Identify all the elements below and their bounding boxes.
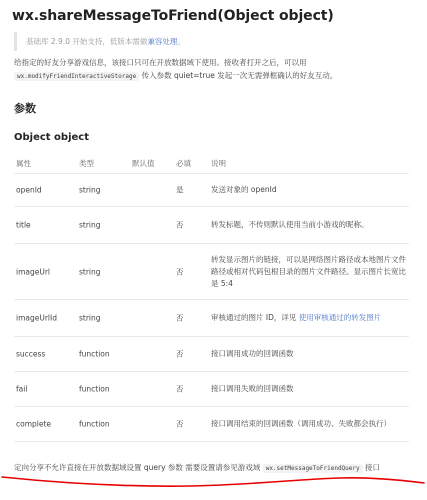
- page-title: wx.shareMessageToFriend(Object object): [12, 8, 334, 24]
- object-heading: Object object: [14, 132, 90, 143]
- row-type: string: [79, 220, 101, 230]
- table-row: [14, 337, 409, 372]
- row-desc: 接口调用成功的回调函数: [211, 349, 294, 358]
- row-type: function: [79, 384, 110, 394]
- desc-code: wx.modifyFriendInteractiveStorage: [14, 72, 139, 81]
- table-row: [14, 174, 409, 207]
- red-underline-annotation: [0, 474, 427, 492]
- query-note: [14, 462, 380, 473]
- row-desc: 接口调用失败的回调函数: [211, 384, 294, 393]
- notice-end: 。: [177, 37, 185, 46]
- row-desc: [211, 312, 407, 324]
- row-required: 否: [176, 313, 184, 323]
- row-required: 否: [176, 349, 184, 359]
- table-row: [14, 372, 409, 407]
- footer-text: 定向分享不允许直接在开放数据域设置 query 参数 需要设置请参见游戏域: [14, 463, 261, 472]
- row-type: string: [79, 313, 101, 323]
- desc-line1: 给指定的好友分享游戏信息，该接口只可在开放数据域下使用。接收者打开之后，可以用: [14, 58, 307, 67]
- table-row: [14, 244, 409, 300]
- col-prop: 属性: [16, 159, 31, 168]
- row-desc: 发送对象的 openId: [211, 185, 277, 194]
- compat-link[interactable]: 兼容处理: [147, 37, 178, 46]
- row-type: function: [79, 419, 110, 429]
- row-prop: imageUrl: [16, 267, 51, 276]
- footer-end: 接口: [365, 463, 381, 472]
- row-desc-text: 审核通过的图片 ID，详见: [211, 313, 299, 322]
- params-heading: 参数: [14, 102, 36, 115]
- col-desc: 说明: [211, 159, 226, 168]
- footer-code: wx.setMessageToFriendQuery: [263, 464, 363, 473]
- version-notice: [14, 32, 414, 51]
- row-prop: success: [16, 349, 46, 359]
- row-prop: openId: [16, 185, 42, 195]
- desc-line2: 传入参数 quiet=true 发起一次无需弹框确认的好友互动。: [141, 71, 338, 80]
- row-required: 否: [176, 267, 184, 276]
- col-required: 必填: [176, 159, 191, 168]
- row-prop: complete: [16, 419, 52, 429]
- table-row: [14, 407, 409, 442]
- row-type: string: [79, 185, 101, 195]
- params-table: [14, 152, 409, 442]
- row-type: function: [79, 349, 110, 359]
- row-required: 否: [176, 220, 184, 230]
- row-required: 否: [176, 384, 184, 394]
- row-prop: fail: [16, 384, 28, 394]
- table-row: [14, 207, 409, 244]
- row-required: 否: [176, 419, 184, 429]
- row-prop: imageUrlId: [16, 313, 57, 323]
- table-header: [14, 152, 409, 174]
- annotation-stroke: [2, 477, 424, 486]
- notice-text: 基础库 2.9.0 开始支持，低版本需做: [26, 37, 148, 46]
- row-desc: 转发标题，不传则默认使用当前小游戏的昵称。: [211, 220, 369, 229]
- row-desc: 接口调用结束的回调函数（调用成功、失败都会执行）: [211, 419, 391, 428]
- row-prop: title: [16, 220, 31, 230]
- row-required: 是: [176, 185, 184, 195]
- api-description: [14, 56, 419, 83]
- table-row: [14, 300, 409, 337]
- col-default: 默认值: [132, 159, 155, 168]
- row-type: string: [79, 267, 101, 276]
- col-type: 类型: [79, 159, 94, 168]
- row-desc: 转发显示图片的链接，可以是网络图片路径或本地图片文件路径或相对代码包根目录的图片文件路径。显示图片长宽比是 5:4: [211, 254, 406, 288]
- review-image-link[interactable]: 使用审核通过的转发图片: [298, 313, 382, 322]
